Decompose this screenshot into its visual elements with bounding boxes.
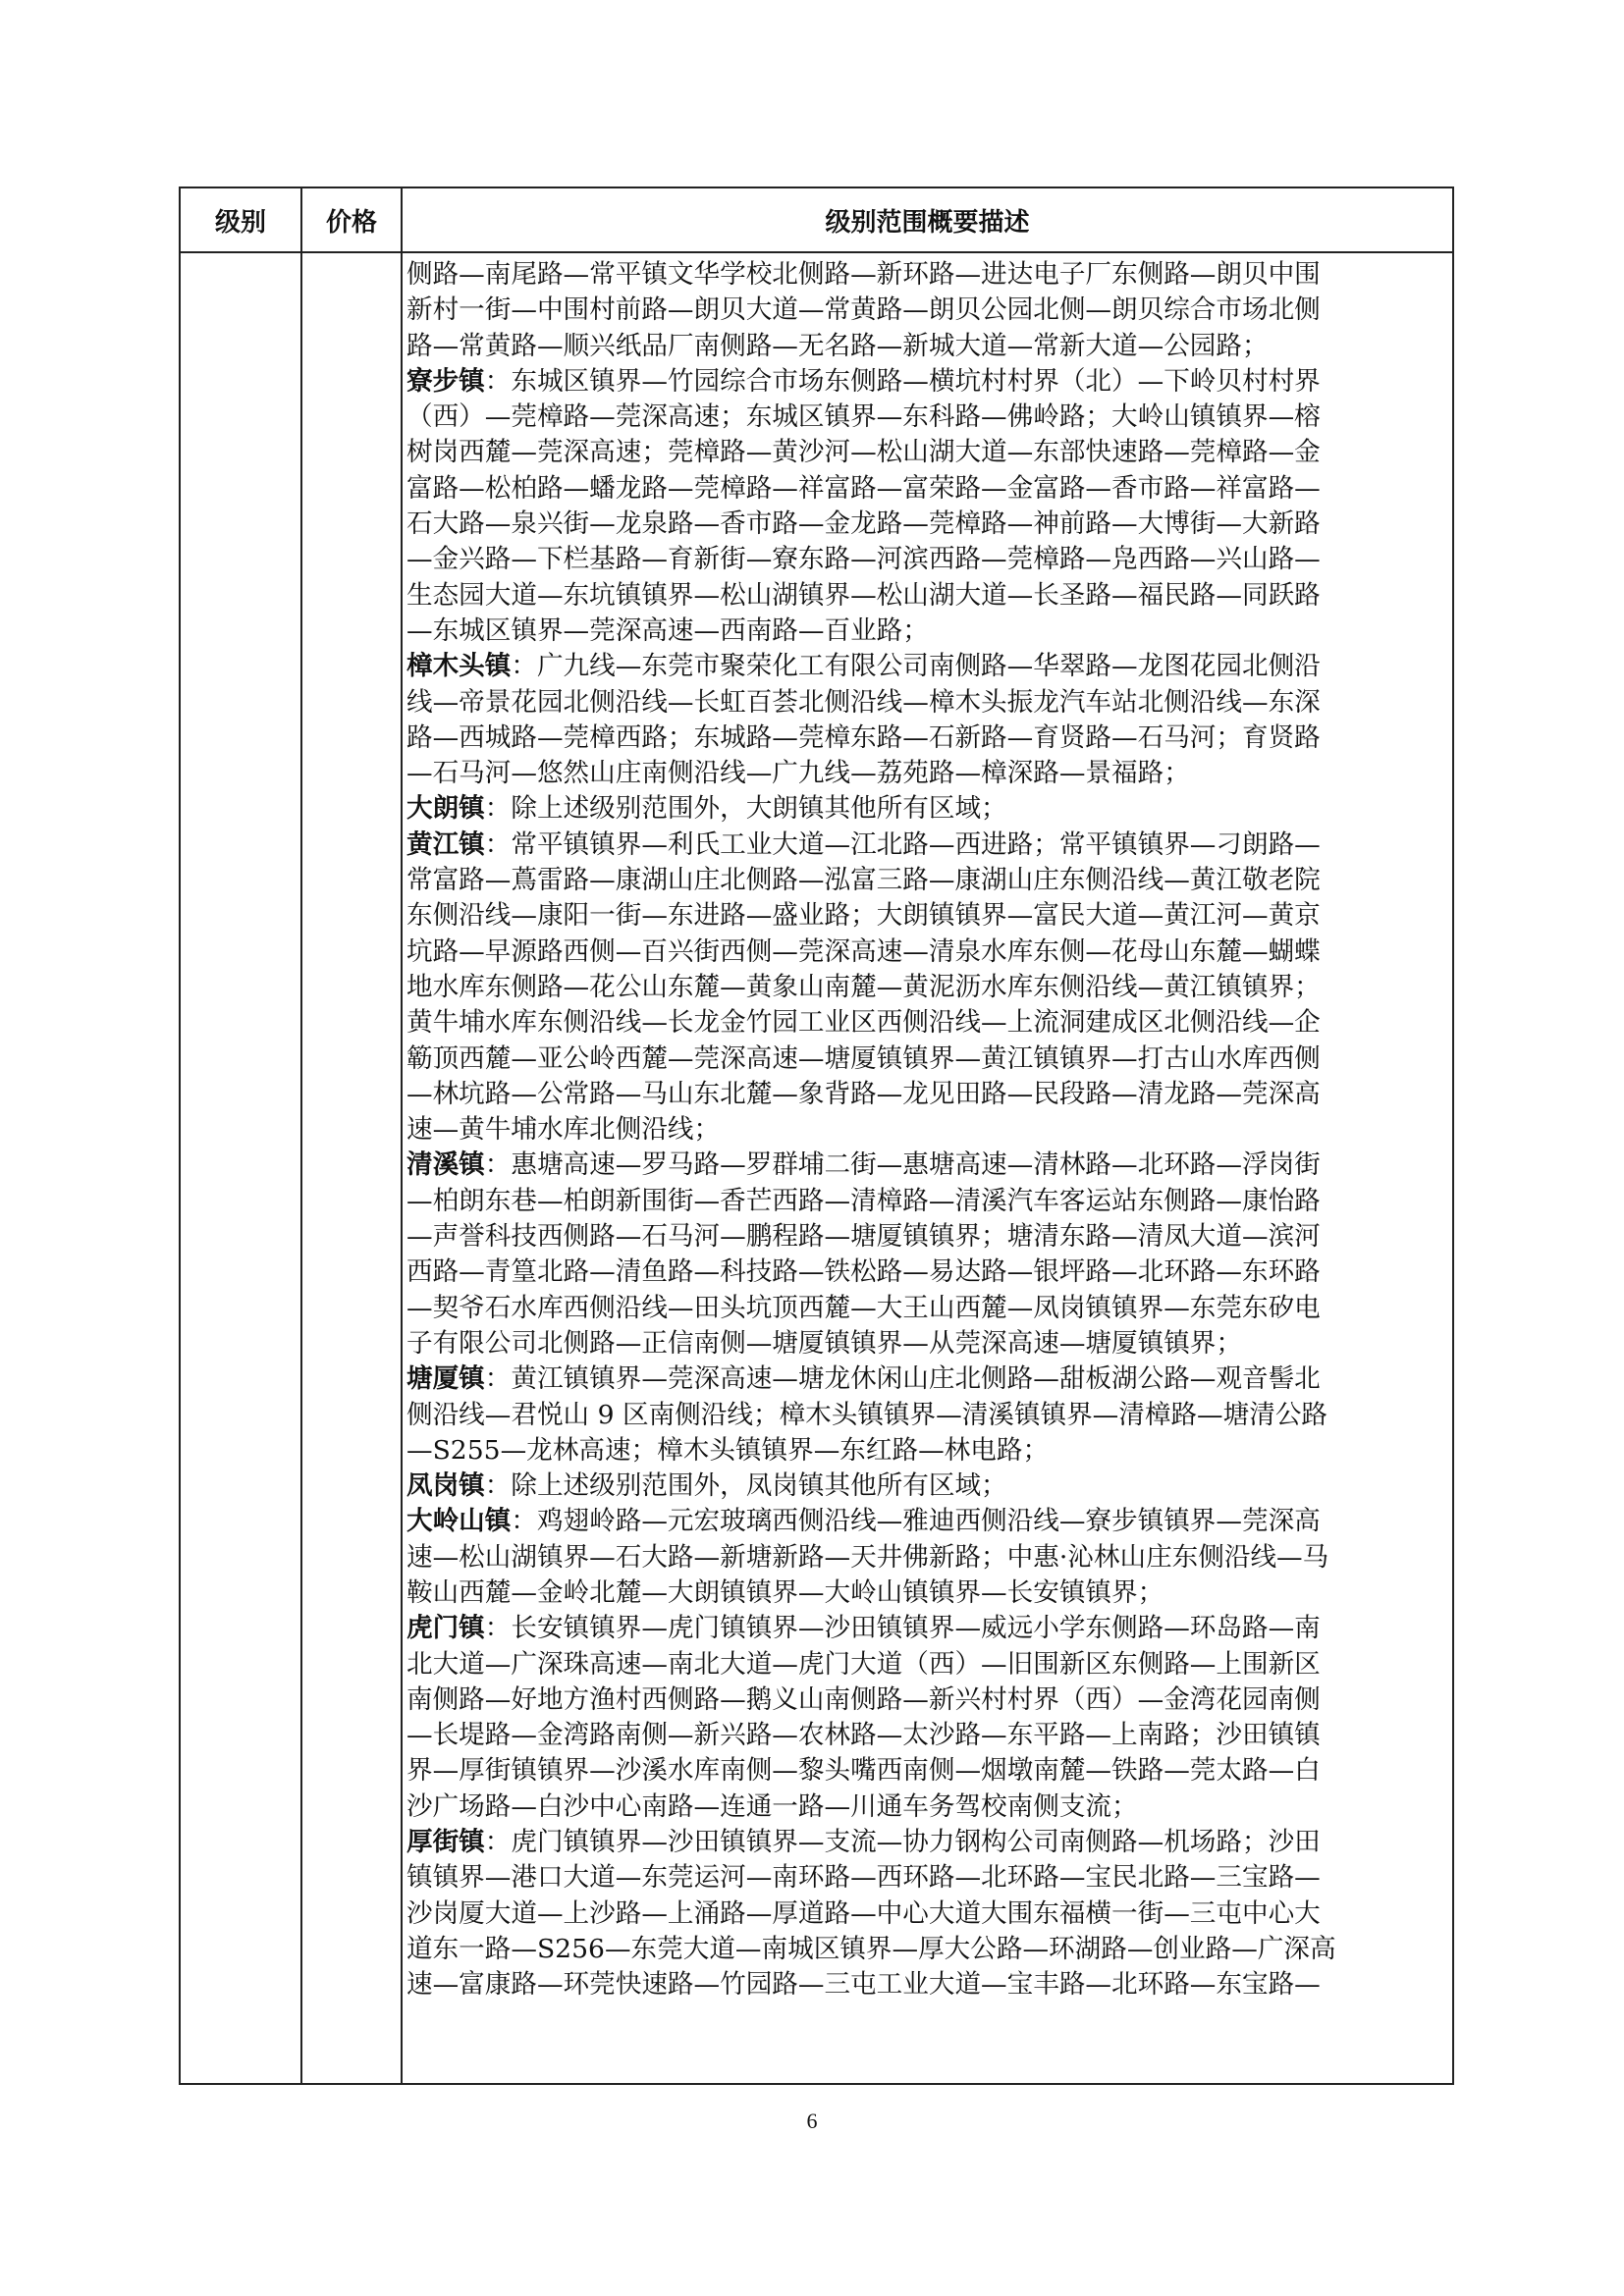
description-line (406, 1005, 1442, 1041)
description-line (406, 1896, 1442, 1932)
description-line (406, 828, 1442, 863)
line-text: 子有限公司北侧路—正信南侧—塘厦镇镇界—从莞深高速—塘厦镇镇界； (406, 1327, 1242, 1359)
line-text: —契爷石水库西侧沿线—田头坑顶西麓—大王山西麓—凤岗镇镇界—东莞东矽电 (406, 1292, 1321, 1323)
town-name: 清溪镇 (406, 1149, 485, 1181)
line-text: ：长安镇镇界—虎门镇镇界—沙田镇镇界—威远小学东侧路—环岛路—南 (484, 1613, 1321, 1644)
line-text: ：常平镇镇界—利氏工业大道—江北路—西进路；常平镇镇界—刁朗路— (484, 828, 1321, 860)
line-text: 树岗西麓—莞深高速；莞樟路—黄沙河—松山湖大道—东部快速路—莞樟路—金 (406, 437, 1321, 468)
line-text: ：除上述级别范围外，凤岗镇其他所有区域； (484, 1470, 1007, 1502)
line-text: 黄牛埔水库东侧沿线—长龙金竹园工业区西侧沿线—上流洞建成区北侧沿线—企 (406, 1007, 1321, 1039)
description-line (406, 1041, 1442, 1077)
line-text: 线—帝景花园北侧沿线—长虹百荟北侧沿线—樟木头振龙汽车站北侧沿线—东深 (406, 686, 1321, 718)
header-description: 级别范围概要描述 (825, 207, 1030, 238)
description-line (406, 1468, 1442, 1504)
description-line (406, 507, 1442, 542)
line-text: —柏朗东巷—柏朗新围街—香芒西路—清樟路—清溪汽车客运站东侧路—康怡路 (406, 1185, 1321, 1216)
description-line (406, 1291, 1442, 1326)
description-line (406, 1789, 1442, 1825)
description-line (406, 1398, 1442, 1433)
line-text: —声誉科技西侧路—石马河—鹏程路—塘厦镇镇界；塘清东路—清凤大道—滨河 (406, 1221, 1321, 1253)
line-text: 镇镇界—港口大道—东莞运河—南环路—西环路—北环路—宝民北路—三宝路— (406, 1862, 1321, 1894)
description-line (406, 1647, 1442, 1682)
line-text: 北大道—广深珠高速—南北大道—虎门大道（西）—旧围新区东侧路—上围新区 (406, 1648, 1321, 1680)
description-cell (406, 257, 1442, 2078)
line-text: ：虎门镇镇界—沙田镇镇界—支流—协力钢构公司南侧路—机场路；沙田 (484, 1827, 1321, 1858)
description-line (406, 1362, 1442, 1397)
column-divider-price (401, 188, 403, 2083)
description-line (406, 1682, 1442, 1718)
description-line (406, 1753, 1442, 1789)
line-text: 鞍山西麓—金岭北麓—大朗镇镇界—大岭山镇镇界—长安镇镇界； (406, 1576, 1164, 1608)
line-text: 新村一街—中围村前路—朗贝大道—常黄路—朗贝公园北侧—朗贝综合市场北侧 (406, 294, 1321, 326)
town-name: 寮步镇 (406, 365, 485, 397)
description-line (406, 471, 1442, 507)
line-text: 界—厚街镇镇界—沙溪水库南侧—黎头嘴西南侧—烟墩南麓—铁路—莞太路—白 (406, 1755, 1321, 1787)
description-line (406, 364, 1442, 400)
description-line (406, 293, 1442, 328)
table-header-row (181, 188, 1452, 253)
description-line (406, 614, 1442, 649)
description-line (406, 1077, 1442, 1112)
line-text: 路—西城路—莞樟西路；东城路—莞樟东路—石新路—育贤路—石马河；育贤路 (406, 721, 1321, 753)
line-text: 速—松山湖镇界—石大路—新塘新路—天井佛新路；中惠·沁林山庄东侧沿线—马 (406, 1541, 1329, 1573)
description-line (406, 970, 1442, 1005)
line-text: 侧沿线—君悦山 9 区南侧沿线；樟木头镇镇界—清溪镇镇界—清樟路—塘清公路 (406, 1399, 1328, 1430)
town-name: 黄江镇 (406, 828, 485, 860)
description-line (406, 1540, 1442, 1575)
line-text: 常富路—蔦雷路—康湖山庄北侧路—泓富三路—康湖山庄东侧沿线—黄江敬老院 (406, 865, 1321, 896)
line-text: 生态园大道—东坑镇镇界—松山湖镇界—松山湖大道—长圣路—福民路—同跃路 (406, 579, 1321, 611)
line-text: 速—黄牛埔水库北侧沿线； (406, 1114, 721, 1146)
line-text: —金兴路—下栏基路—育新街—寮东路—河滨西路—莞樟路—凫西路—兴山路— (406, 544, 1321, 575)
description-line (406, 1112, 1442, 1148)
description-line (406, 1718, 1442, 1753)
header-level: 级别 (214, 207, 266, 238)
line-text: —S255—龙林高速；樟木头镇镇界—东红路—林电路； (406, 1434, 1050, 1466)
land-level-table (179, 187, 1454, 2085)
description-line (406, 1184, 1442, 1219)
description-line (406, 435, 1442, 470)
line-text: ：黄江镇镇界—莞深高速—塘龙休闲山庄北侧路—甜板湖公路—观音髻北 (484, 1363, 1321, 1395)
line-text: 沙岗厦大道—上沙路—上涌路—厚道路—中心大道大围东福横一街—三屯中心大 (406, 1897, 1321, 1929)
description-line (406, 685, 1442, 721)
description-line (406, 1967, 1442, 2002)
description-line (406, 898, 1442, 934)
description-line (406, 578, 1442, 614)
description-line (406, 1611, 1442, 1646)
description-line (406, 1148, 1442, 1183)
description-line (406, 1825, 1442, 1860)
description-line (406, 400, 1442, 435)
town-name: 厚街镇 (406, 1827, 485, 1858)
description-line (406, 756, 1442, 791)
town-name: 大朗镇 (406, 793, 485, 825)
line-text: 沙广场路—白沙中心南路—连通一路—川通车务驾校南侧支流； (406, 1790, 1138, 1822)
line-text: ：惠塘高速—罗马路—罗群埔二街—惠塘高速—清林路—北环路—浮岗街 (484, 1149, 1321, 1181)
line-text: 速—富康路—环莞快速路—竹园路—三屯工业大道—宝丰路—北环路—东宝路— (406, 1969, 1321, 2001)
description-line (406, 257, 1442, 293)
description-line (406, 863, 1442, 898)
description-line (406, 649, 1442, 684)
line-text: —石马河—悠然山庄南侧沿线—广九线—荔苑路—樟深路—景福路； (406, 758, 1190, 789)
line-text: 簕顶西麓—亚公岭西麓—莞深高速—塘厦镇镇界—黄江镇镇界—打古山水库西侧 (406, 1042, 1321, 1074)
description-line (406, 1219, 1442, 1255)
line-text: ：东城区镇界—竹园综合市场东侧路—横坑村村界（北）—下岭贝村村界 (484, 365, 1321, 397)
description-line (406, 1433, 1442, 1468)
line-text: —长堤路—金湾路南侧—新兴路—农林路—太沙路—东平路—上南路；沙田镇镇 (406, 1720, 1321, 1751)
description-line (406, 721, 1442, 756)
line-text: 侧路—南尾路—常平镇文华学校北侧路—新环路—进达电子厂东侧路—朗贝中围 (406, 259, 1321, 290)
town-name: 大岭山镇 (406, 1506, 512, 1537)
page-number: 6 (806, 2109, 818, 2133)
line-text: ：广九线—东莞市聚荣化工有限公司南侧路—华翠路—龙图花园北侧沿 (511, 651, 1321, 682)
line-text: —林坑路—公常路—马山东北麓—象背路—龙见田路—民段路—清龙路—莞深高 (406, 1078, 1321, 1109)
line-text: 东侧沿线—康阳一街—东进路—盛业路；大朗镇镇界—富民大道—黄江河—黄京 (406, 900, 1321, 932)
line-text: 西路—青篁北路—清鱼路—科技路—铁松路—易达路—银坪路—北环路—东环路 (406, 1256, 1321, 1288)
description-line (406, 542, 1442, 577)
line-text: 富路—松柏路—蟠龙路—莞樟路—祥富路—富荣路—金富路—香市路—祥富路— (406, 472, 1321, 504)
line-text: ：除上述级别范围外，大朗镇其他所有区域； (484, 793, 1007, 825)
line-text: 路—常黄路—顺兴纸品厂南侧路—无名路—新城大道—常新大道—公园路； (406, 330, 1269, 361)
description-line (406, 1504, 1442, 1539)
description-line (406, 934, 1442, 970)
line-text: 坑路—早源路西侧—百兴街西侧—莞深高速—清泉水库东侧—花母山东麓—蝴蝶 (406, 935, 1321, 967)
line-text: （西）—莞樟路—莞深高速；东城区镇界—东科路—佛岭路；大岭山镇镇界—榕 (406, 401, 1321, 433)
header-price: 价格 (325, 207, 377, 238)
description-line (406, 1255, 1442, 1290)
town-name: 虎门镇 (406, 1613, 485, 1644)
town-name: 凤岗镇 (406, 1470, 485, 1502)
description-line (406, 791, 1442, 827)
line-text: 地水库东侧路—花公山东麓—黄象山南麓—黄泥沥水库东侧沿线—黄江镇镇界； (406, 971, 1321, 1002)
description-line (406, 1932, 1442, 1967)
town-name: 塘厦镇 (406, 1363, 485, 1395)
column-divider-level (300, 188, 302, 2083)
line-text: 石大路—泉兴街—龙泉路—香市路—金龙路—莞樟路—神前路—大博街—大新路 (406, 508, 1321, 540)
description-line (406, 1575, 1442, 1611)
line-text: ：鸡翅岭路—元宏玻璃西侧沿线—雅迪西侧沿线—寮步镇镇界—莞深高 (511, 1506, 1321, 1537)
description-line (406, 329, 1442, 364)
description-line (406, 1326, 1442, 1362)
description-line (406, 1860, 1442, 1896)
line-text: —东城区镇界—莞深高速—西南路—百业路； (406, 614, 929, 646)
town-name: 樟木头镇 (406, 651, 512, 682)
line-text: 道东一路—S256—东莞大道—南城区镇界—厚大公路—环湖路—创业路—广深高 (406, 1933, 1336, 1964)
line-text: 南侧路—好地方渔村西侧路—鹅义山南侧路—新兴村村界（西）—金湾花园南侧 (406, 1683, 1321, 1715)
